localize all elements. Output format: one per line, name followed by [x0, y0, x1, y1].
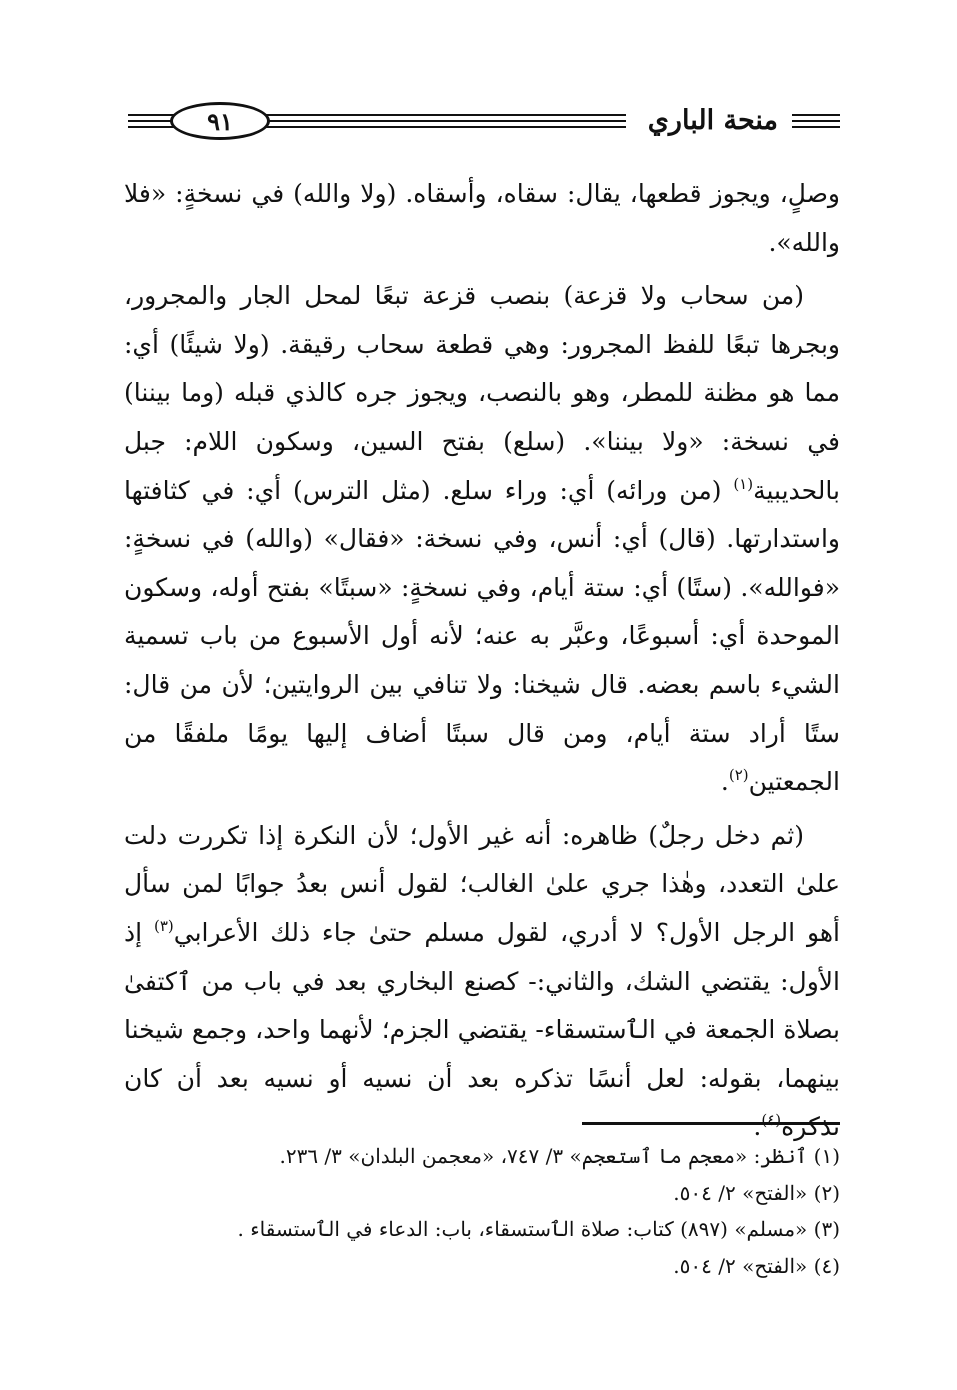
footnote-reference[interactable]: (١) — [733, 474, 754, 493]
header-rule-right-top — [792, 114, 840, 116]
header-rule-right-middle — [792, 120, 840, 122]
footnote-reference[interactable]: (٢) — [728, 766, 749, 785]
page-header — [128, 96, 840, 150]
header-rule-center-bottom — [262, 126, 626, 128]
footnote-separator — [582, 1122, 840, 1125]
footnote-reference[interactable]: (٣) — [153, 916, 174, 935]
footnote: (٤) «الفتح» ٢/ ٥٠٤. — [673, 1253, 840, 1278]
header-rule-right-bottom — [792, 126, 840, 128]
footnote-reference[interactable]: (٤) — [761, 1111, 782, 1130]
paragraph — [124, 812, 840, 1152]
main-text — [124, 170, 840, 1157]
page-number-text: ٩١ — [207, 106, 233, 136]
paragraph — [124, 170, 840, 267]
footnote: (٣) «مسلم» (٨٩٧) كتاب: صلاة الٱستسقاء، باب: الدعاء في الٱستسقاء . — [237, 1217, 840, 1241]
paragraph-text: وصلٍ، ويجوز قطعها، يقال: سقاه، وأسقاه. (ولا والله) في نسخةٍ: «فلا والله». — [124, 179, 840, 257]
footnote: (١) ٱنظر: «معجم ما ٱستعجم» ٣/ ٧٤٧، «معجمن البلدان» ٣/ ٢٣٦. — [279, 1144, 840, 1168]
paragraph-text: . — [753, 1112, 762, 1142]
header-rule-center-middle — [262, 120, 626, 122]
header-rule-center-top — [262, 114, 626, 116]
page-number — [170, 102, 270, 140]
paragraph-text: إذ الأول: يقتضي الشك، والثاني:- كصنع البخاري بعد في باب من ٱكتفىٰ بصلاة الجمعة في الٱستسقاء- يقتضي الجزم؛ لأنهما واحد، وجمع شيخنا بينهما، بقوله: لعل أنسًا تذكره بعد أن نسيه أو نسيه بعد أن كان تذكره — [124, 917, 840, 1142]
paragraph-text: (من سحاب ولا قزعة) بنصب قزعة تبعًا لمحل الجار والمجرور، وبجرها تبعًا للفظ المجرور: وهي قطعة سحاب رقيقة. (ولا شيئًا) أي: مما هو مظنة للمطر، وهو بالنصب، ويجوز جره كالذي قبله (وما بيننا) في نسخة: «ولا بيننا». (سلع) بفتح السين، وسكون اللام: جبل بالحديبية — [124, 281, 840, 505]
paragraph-text: (من ورائه) أي: وراء سلع. (مثل الترس) أي: في كثافتها واستدارتها. (قال) أي: أنس، وفي نسخة: «فقال» (والله) في نسخةٍ: «فوالله». (ستًا) أي: ستة أيام، وفي نسخةٍ: «سبتًا» بفتح أوله، وسكون الموحدة أي: أسبوعًا، وعبَّر به عنه؛ لأنه أول الأسبوع من باب تسمية الشيء باسم بعضه. قال شيخنا: ولا تنافي بين الروايتين؛ لأن من قال: ستًا أراد ستة أيام، ومن قال سبتًا أضاف إليها يومًا ملفقًا من الجمعتين — [124, 475, 840, 797]
footnote: (٢) «الفتح» ٢/ ٥٠٤. — [673, 1180, 840, 1205]
paragraph — [124, 272, 840, 807]
paragraph-text: . — [720, 767, 729, 797]
footnotes — [124, 1138, 840, 1284]
running-title: منحة الباري — [647, 105, 778, 136]
paragraph-text: (ثم دخل رجلٌ) ظاهره: أنه غير الأول؛ لأن النكرة إذا تكررت دلت علىٰ التعدد، وهٰذا جري علىٰ الغالب؛ لقول أنس بعدُ جوابًا لمن سأل أهو الرجل الأول؟ لا أدري، لقول مسلم حتىٰ جاء ذلك الأعرابي — [124, 820, 840, 947]
